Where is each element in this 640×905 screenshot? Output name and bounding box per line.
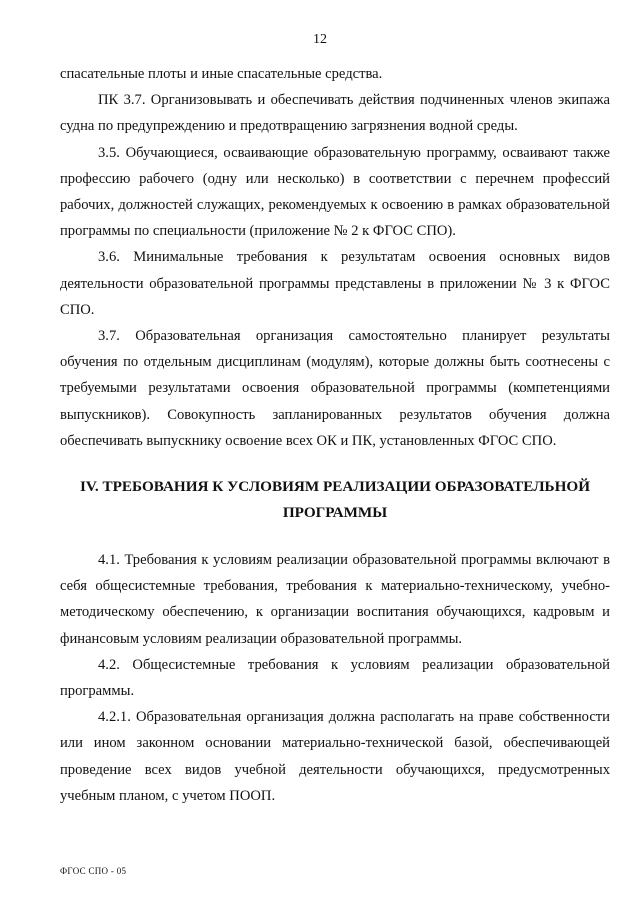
section-heading-line: ПРОГРАММЫ [282, 504, 388, 521]
paragraph: спасательные плоты и иные спасательные средства. [60, 66, 383, 82]
paragraph: 3.5. Обучающиеся, осваивающие образовательную программу, осваивают также профессию рабочего (одну или несколько) в соответствии с перечнем профессий рабочих, должностей служащих, рекомендуемых к освоению в рамках образовательной программы по специальности (приложение № 2 к ФГОС СПО). [60, 144, 610, 240]
paragraph: 4.2.1. Образовательная организация должна располагать на праве собственности или ином законном основании материально-технической базой, обеспечивающей проведение всех видов учебной деятельности обучающихся, предусмотренных учебным планом, с учетом ПООП. [60, 709, 610, 804]
paragraph: 4.2. Общесистемные требования к условиям реализации образовательной программы. [60, 656, 610, 700]
body-text-top [60, 61, 610, 454]
paragraph: 4.1. Требования к условиям реализации образовательной программы включают в себя общесистемные требования, требования к материально-техническому, учебно-методическому обеспечению, к организации воспитания обучающихся, кадровым и финансовым условиям реализации образовательной программы. [60, 552, 610, 647]
paragraph: 3.7. Образовательная организация самостоятельно планирует результаты обучения по отдельным дисциплинам (модулям), которые должны быть соотнесены с требуемыми результатами освоения образовательной программы (компетенциями выпускников). Совокупность запланированных результатов обучения должна обеспечивать выпускнику освоение всех ОК и ПК, установленных ФГОС СПО. [60, 328, 610, 449]
footer-code: ФГОС СПО - 05 [60, 866, 127, 876]
page-number: 12 [313, 32, 327, 47]
body-text-bottom [60, 547, 610, 809]
section-heading [60, 474, 610, 526]
paragraph: ПК 3.7. Организовывать и обеспечивать действия подчиненных членов экипажа судна по предупреждению и предотвращению загрязнения водной среды. [60, 92, 610, 135]
paragraph: 3.6. Минимальные требования к результатам освоения основных видов деятельности образовательной программы представлены в приложении № 3 к ФГОС СПО. [60, 249, 610, 318]
section-heading-line: IV. ТРЕБОВАНИЯ К УСЛОВИЯМ РЕАЛИЗАЦИИ ОБРАЗОВАТЕЛЬНОЙ [79, 478, 591, 495]
